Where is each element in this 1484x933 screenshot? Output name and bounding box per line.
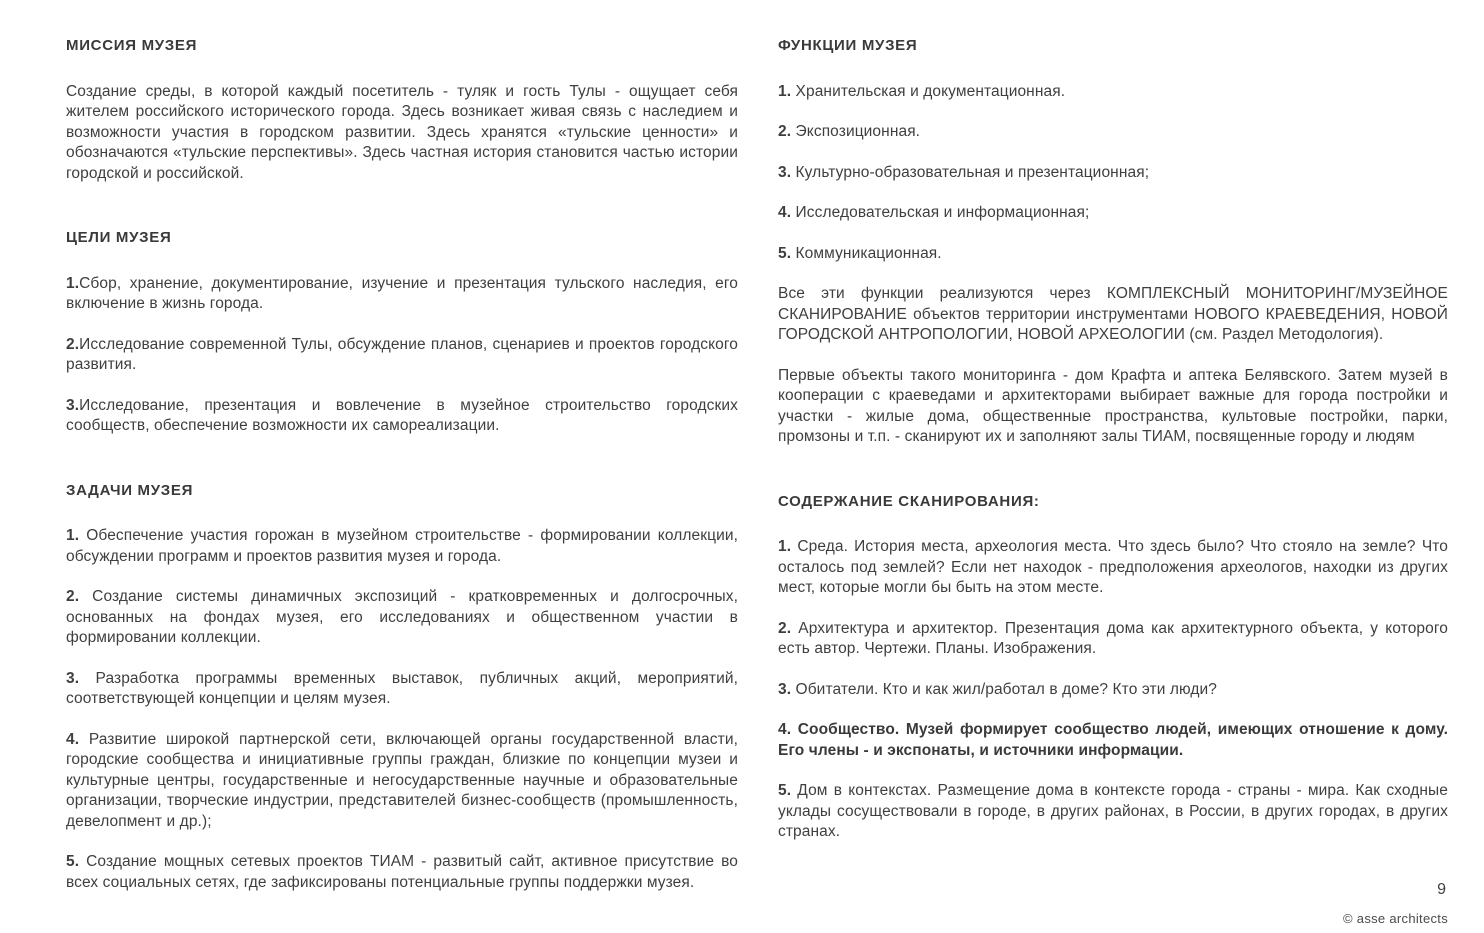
copyright-notice: © asse architects <box>1343 911 1448 926</box>
item-text: Сбор, хранение, документирование, изучение и презентация тульского наследия, его включение в жизнь города. <box>66 274 738 312</box>
goals-item-3 <box>66 396 738 437</box>
item-number: 1. <box>66 274 80 292</box>
item-text: Исследование современной Тулы, обсуждение планов, сценариев и проектов городского развития. <box>66 335 738 373</box>
item-number: 4. <box>66 730 80 748</box>
item-number: 1. <box>66 527 80 544</box>
functions-item-3 <box>778 163 1448 184</box>
item-number: 3. <box>778 680 792 698</box>
scanning-item-1 <box>778 537 1448 599</box>
functions-item-1 <box>778 82 1448 103</box>
section-mission <box>66 38 738 184</box>
scanning-item-5 <box>778 781 1448 843</box>
item-text: Сообщество. Музей формирует сообщество людей, имеющих отношение к дому. Его члены - и экспонаты, и источники информации. <box>778 721 1448 759</box>
item-text: Исследовательская и информационная; <box>791 204 1090 221</box>
right-column <box>778 38 1448 913</box>
functions-paragraph-monitoring: Все эти функции реализуются через КОМПЛЕКСНЫЙ МОНИТОРИНГ/МУЗЕЙНОЕ СКАНИРОВАНИЕ объектов территории инструментами НОВОГО КРАЕВЕДЕНИЯ, НОВОЙ ГОРОДСКОЙ АНТРОПОЛОГИИ, НОВОЙ АРХЕОЛОГИИ (см. Раздел Методология). <box>778 285 1448 343</box>
item-number: 3. <box>66 669 80 687</box>
section-goals <box>66 230 738 437</box>
item-number: 5. <box>778 782 792 799</box>
item-number: 5. <box>778 244 792 262</box>
item-text: Исследование, презентация и вовлечение в музейное строительство городских сообществ, обеспечение возможности их самореализации. <box>66 396 738 434</box>
section-title-scanning: СОДЕРЖАНИЕ СКАНИРОВАНИЯ: <box>778 492 1040 510</box>
item-text: Создание системы динамичных экспозиций - кратковременных и долгосрочных, основанных на фондах музея, его исследованиях и общественном участии в формировании коллекции. <box>66 588 738 646</box>
item-text: Коммуникационная. <box>791 244 942 262</box>
item-number: 2. <box>66 335 80 353</box>
item-number: 2. <box>778 123 792 140</box>
functions-paragraph-first-objects: Первые объекты такого мониторинга - дом Крафта и аптека Белявского. Затем музей в кооперации с краеведами и архитекторами выбирает важные для города постройки и участки - жилые дома, общественные пространства, культовые постройки, парки, промзоны и т.п. - сканируют их и заполняют залы ТИАМ, посвященные городу и людям <box>778 366 1448 445</box>
functions-item-4 <box>778 203 1448 224</box>
section-functions <box>778 38 1448 448</box>
tasks-item-1 <box>66 526 738 567</box>
columns-container <box>66 38 1448 913</box>
tasks-item-3 <box>66 669 738 710</box>
item-text: Обеспечение участия горожан в музейном строительстве - формировании коллекции, обсуждении программ и проектов развития музея и города. <box>66 527 738 565</box>
section-title-goals: ЦЕЛИ МУЗЕЯ <box>66 229 172 246</box>
item-text: Дом в контекстах. Размещение дома в контексте города - страны - мира. Как сходные уклады сосуществовали в городе, в других районах, в России, в других городах, в других странах. <box>778 782 1448 840</box>
section-tasks <box>66 483 738 894</box>
item-text: Экспозиционная. <box>791 123 921 140</box>
item-number: 4. <box>778 721 792 738</box>
item-number: 3. <box>66 396 80 414</box>
scanning-item-2 <box>778 619 1448 660</box>
item-text: Среда. История места, археология места. Что здесь было? Что стояло на земле? Что осталось под землей? Если нет находок - предположения археологов, находки из других мест, которые могли бы быть на этом месте. <box>778 538 1448 596</box>
left-column <box>66 38 738 913</box>
scanning-item-4 <box>778 720 1448 761</box>
tasks-item-4 <box>66 730 738 833</box>
item-text: Развитие широкой партнерской сети, включающей органы государственной власти, городские сообщества и инициативные группы граждан, близкие по концепции музеи и культурные центры, государственные и негосударственные научные и образовательные организации, творческие индустрии, представителей бизнес-сообществ (промышленность, девелопмент и др.); <box>66 730 738 830</box>
item-text: Обитатели. Кто и как жил/работал в доме? Кто эти люди? <box>791 680 1218 698</box>
item-number: 1. <box>778 538 792 555</box>
section-scanning <box>778 494 1448 843</box>
section-title-functions: ФУНКЦИИ МУЗЕЯ <box>778 37 918 54</box>
section-title-tasks: ЗАДАЧИ МУЗЕЯ <box>66 481 194 499</box>
scanning-item-3 <box>778 680 1448 701</box>
item-number: 1. <box>778 82 792 100</box>
item-text: Создание мощных сетевых проектов ТИАМ - развитый сайт, активное присутствие во всех социальных сетях, где зафиксированы потенциальные группы поддержки музея. <box>66 853 738 891</box>
functions-item-2 <box>778 122 1448 143</box>
item-number: 4. <box>778 204 792 221</box>
item-text: Архитектура и архитектор. Презентация дома как архитектурного объекта, у которого есть автор. Чертежи. Планы. Изображения. <box>778 619 1448 657</box>
mission-paragraph: Создание среды, в которой каждый посетитель - туляк и гость Тулы - ощущает себя жителем российского исторического города. Здесь возникает живая связь с наследием и возможности участия в городском развитии. Здесь хранятся «тульские ценности» и обозначаются «тульские перспективы». Здесь частная история становится частью истории городской и российской. <box>66 82 738 182</box>
goals-item-2 <box>66 335 738 376</box>
tasks-item-5 <box>66 852 738 893</box>
item-text: Хранительская и документационная. <box>791 82 1066 100</box>
item-text: Разработка программы временных выставок, публичных акций, мероприятий, соответствующей концепции и целям музея. <box>66 669 738 707</box>
functions-item-5 <box>778 244 1448 265</box>
item-number: 2. <box>66 588 80 605</box>
page-number: 9 <box>1437 881 1446 898</box>
goals-item-1 <box>66 274 738 315</box>
section-title-mission: МИССИЯ МУЗЕЯ <box>66 37 198 54</box>
item-text: Культурно-образовательная и презентационная; <box>791 163 1150 181</box>
tasks-item-2 <box>66 587 738 649</box>
item-number: 2. <box>778 619 792 637</box>
item-number: 3. <box>778 163 792 181</box>
item-number: 5. <box>66 853 80 870</box>
